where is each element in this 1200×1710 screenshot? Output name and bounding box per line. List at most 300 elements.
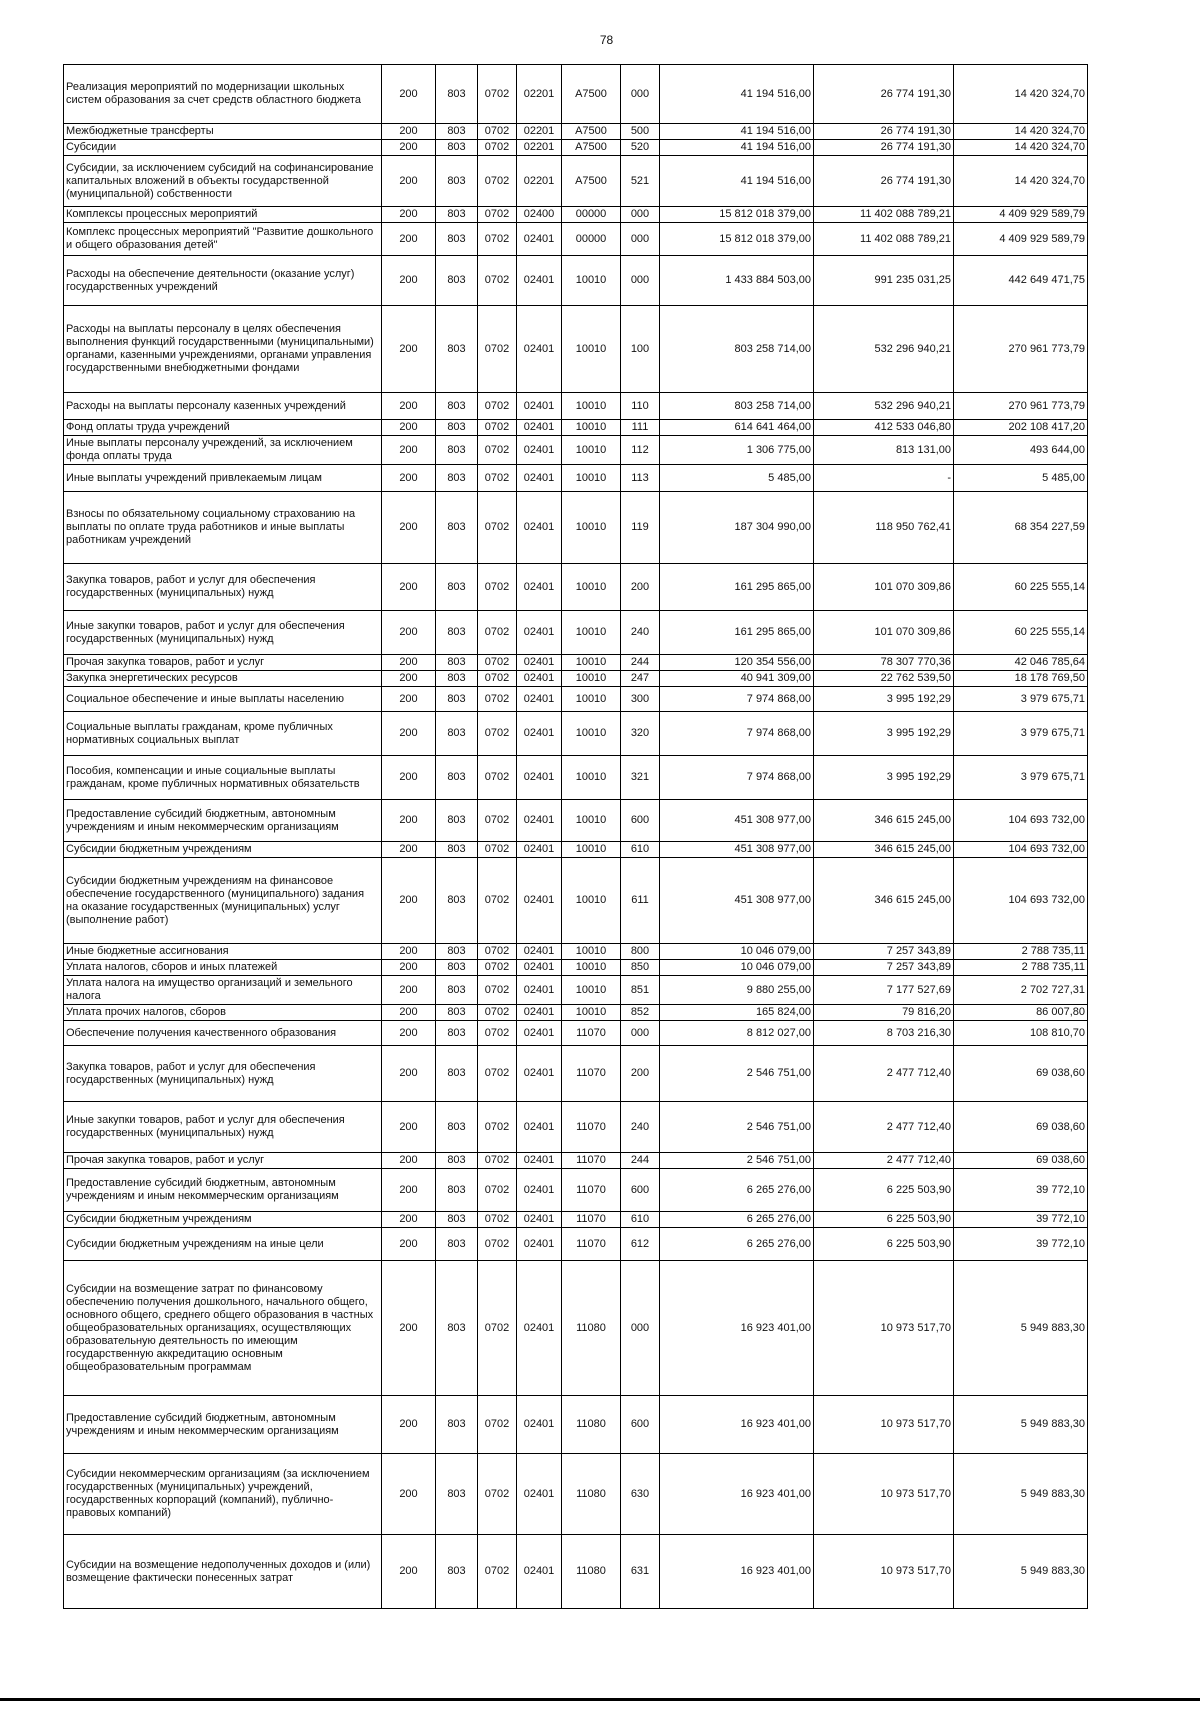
code-cell: 200: [382, 1005, 436, 1021]
code-cell: 00000: [562, 223, 621, 256]
code-cell: 803: [436, 1228, 478, 1261]
code-cell: 02401: [517, 492, 562, 564]
row-name-cell: Иные закупки товаров, работ и услуг для обеспечения государственных (муниципальных) нужд: [64, 1102, 382, 1153]
amount-cell: 5 949 883,30: [954, 1261, 1088, 1396]
code-cell: 02201: [517, 156, 562, 207]
code-cell: 803: [436, 1396, 478, 1454]
code-cell: 803: [436, 1169, 478, 1212]
code-cell: 200: [382, 756, 436, 800]
code-cell: 0702: [478, 564, 517, 611]
amount-cell: 15 812 018 379,00: [660, 223, 814, 256]
code-cell: 02201: [517, 65, 562, 124]
code-cell: 200: [382, 465, 436, 492]
row-name-cell: Субсидии, за исключением субсидий на софинансирование капитальных вложений в объекты государственной (муниципальной) собственности: [64, 156, 382, 207]
code-cell: 200: [382, 1102, 436, 1153]
code-cell: 521: [621, 156, 660, 207]
amount-cell: 41 194 516,00: [660, 124, 814, 140]
code-cell: 10010: [562, 756, 621, 800]
amount-cell: 26 774 191,30: [814, 124, 954, 140]
code-cell: 10010: [562, 611, 621, 655]
amount-cell: 101 070 309,86: [814, 564, 954, 611]
code-cell: 11070: [562, 1102, 621, 1153]
code-cell: А7500: [562, 65, 621, 124]
amount-cell: 11 402 088 789,21: [814, 223, 954, 256]
code-cell: 200: [382, 492, 436, 564]
amount-cell: 10 973 517,70: [814, 1454, 954, 1535]
amount-cell: 14 420 324,70: [954, 140, 1088, 156]
code-cell: 00000: [562, 207, 621, 223]
code-cell: 200: [382, 800, 436, 842]
code-cell: 0702: [478, 393, 517, 420]
code-cell: 803: [436, 1212, 478, 1228]
row-name-cell: Обеспечение получения качественного образования: [64, 1021, 382, 1046]
code-cell: 240: [621, 1102, 660, 1153]
code-cell: 02401: [517, 1535, 562, 1609]
code-cell: 10010: [562, 712, 621, 756]
code-cell: 852: [621, 1005, 660, 1021]
amount-cell: 2 788 735,11: [954, 944, 1088, 960]
code-cell: 631: [621, 1535, 660, 1609]
code-cell: 803: [436, 207, 478, 223]
budget-table: [63, 64, 1088, 1609]
code-cell: 200: [382, 712, 436, 756]
code-cell: 803: [436, 1153, 478, 1169]
code-cell: 0702: [478, 687, 517, 712]
code-cell: 10010: [562, 306, 621, 393]
amount-cell: 8 812 027,00: [660, 1021, 814, 1046]
amount-cell: 451 308 977,00: [660, 800, 814, 842]
code-cell: 0702: [478, 436, 517, 465]
code-cell: 200: [382, 944, 436, 960]
code-cell: 240: [621, 611, 660, 655]
amount-cell: 69 038,60: [954, 1046, 1088, 1102]
code-cell: 02401: [517, 420, 562, 436]
table-row: [64, 611, 1088, 655]
amount-cell: 3 995 192,29: [814, 687, 954, 712]
amount-cell: 26 774 191,30: [814, 140, 954, 156]
code-cell: 11070: [562, 1021, 621, 1046]
code-cell: 10010: [562, 944, 621, 960]
code-cell: 610: [621, 1212, 660, 1228]
code-cell: 10010: [562, 687, 621, 712]
table-row: [64, 687, 1088, 712]
code-cell: 803: [436, 976, 478, 1005]
amount-cell: 6 225 503,90: [814, 1212, 954, 1228]
code-cell: 803: [436, 960, 478, 976]
code-cell: 0702: [478, 140, 517, 156]
table-row: [64, 223, 1088, 256]
code-cell: 200: [382, 858, 436, 944]
code-cell: 000: [621, 65, 660, 124]
code-cell: 803: [436, 1046, 478, 1102]
code-cell: 02401: [517, 671, 562, 687]
amount-cell: 7 257 343,89: [814, 944, 954, 960]
code-cell: А7500: [562, 140, 621, 156]
code-cell: 803: [436, 156, 478, 207]
code-cell: 200: [621, 564, 660, 611]
code-cell: 0702: [478, 420, 517, 436]
code-cell: 10010: [562, 492, 621, 564]
amount-cell: 42 046 785,64: [954, 655, 1088, 671]
table-row: [64, 944, 1088, 960]
code-cell: 02401: [517, 944, 562, 960]
row-name-cell: Субсидии на возмещение затрат по финансовому обеспечению получения дошкольного, начального общего, основного общего, среднего общего образования в частных общеобразовательных организациях, осуществляющих образовательную деятельность по имеющим государственную аккредитацию основным общеобразовательным программам: [64, 1261, 382, 1396]
amount-cell: 532 296 940,21: [814, 306, 954, 393]
amount-cell: 22 762 539,50: [814, 671, 954, 687]
code-cell: 851: [621, 976, 660, 1005]
code-cell: 200: [382, 842, 436, 858]
amount-cell: 108 810,70: [954, 1021, 1088, 1046]
code-cell: 200: [382, 611, 436, 655]
code-cell: 02401: [517, 655, 562, 671]
code-cell: 610: [621, 842, 660, 858]
amount-cell: 69 038,60: [954, 1153, 1088, 1169]
table-row: [64, 1169, 1088, 1212]
code-cell: 200: [621, 1046, 660, 1102]
table-row: [64, 465, 1088, 492]
amount-cell: 3 995 192,29: [814, 756, 954, 800]
code-cell: А7500: [562, 156, 621, 207]
amount-cell: 60 225 555,14: [954, 564, 1088, 611]
amount-cell: 2 477 712,40: [814, 1153, 954, 1169]
code-cell: 803: [436, 842, 478, 858]
code-cell: 0702: [478, 842, 517, 858]
amount-cell: 803 258 714,00: [660, 306, 814, 393]
code-cell: 02401: [517, 393, 562, 420]
row-name-cell: Закупка энергетических ресурсов: [64, 671, 382, 687]
code-cell: 11070: [562, 1046, 621, 1102]
table-row: [64, 1005, 1088, 1021]
code-cell: 10010: [562, 842, 621, 858]
row-name-cell: Прочая закупка товаров, работ и услуг: [64, 655, 382, 671]
row-name-cell: Социальное обеспечение и иные выплаты населению: [64, 687, 382, 712]
amount-cell: 16 923 401,00: [660, 1454, 814, 1535]
code-cell: 10010: [562, 420, 621, 436]
code-cell: 0702: [478, 1228, 517, 1261]
code-cell: 200: [382, 671, 436, 687]
amount-cell: 18 178 769,50: [954, 671, 1088, 687]
code-cell: 200: [382, 420, 436, 436]
amount-cell: 493 644,00: [954, 436, 1088, 465]
table-row: [64, 1102, 1088, 1153]
row-name-cell: Реализация мероприятий по модернизации школьных систем образования за счет средств областного бюджета: [64, 65, 382, 124]
table-row: [64, 256, 1088, 306]
row-name-cell: Закупка товаров, работ и услуг для обеспечения государственных (муниципальных) нужд: [64, 564, 382, 611]
code-cell: 200: [382, 1396, 436, 1454]
code-cell: 02201: [517, 124, 562, 140]
code-cell: 803: [436, 1102, 478, 1153]
code-cell: 10010: [562, 960, 621, 976]
table-row: [64, 207, 1088, 223]
table-row: [64, 124, 1088, 140]
code-cell: 11070: [562, 1169, 621, 1212]
code-cell: 200: [382, 436, 436, 465]
amount-cell: 7 974 868,00: [660, 712, 814, 756]
code-cell: 803: [436, 436, 478, 465]
row-name-cell: Уплата налога на имущество организаций и земельного налога: [64, 976, 382, 1005]
code-cell: 02401: [517, 223, 562, 256]
code-cell: 02401: [517, 564, 562, 611]
code-cell: 02401: [517, 976, 562, 1005]
amount-cell: 10 973 517,70: [814, 1535, 954, 1609]
page-bottom-rule: [0, 1698, 1200, 1701]
row-name-cell: Комплексы процессных мероприятий: [64, 207, 382, 223]
table-row: [64, 306, 1088, 393]
code-cell: 02401: [517, 858, 562, 944]
amount-cell: 5 949 883,30: [954, 1396, 1088, 1454]
amount-cell: -: [814, 465, 954, 492]
amount-cell: 2 702 727,31: [954, 976, 1088, 1005]
amount-cell: 10 973 517,70: [814, 1261, 954, 1396]
code-cell: 0702: [478, 858, 517, 944]
code-cell: 11080: [562, 1261, 621, 1396]
table-row: [64, 564, 1088, 611]
amount-cell: 6 265 276,00: [660, 1212, 814, 1228]
code-cell: 0702: [478, 1102, 517, 1153]
amount-cell: 202 108 417,20: [954, 420, 1088, 436]
code-cell: 02401: [517, 712, 562, 756]
code-cell: 803: [436, 124, 478, 140]
code-cell: 520: [621, 140, 660, 156]
code-cell: 200: [382, 1046, 436, 1102]
amount-cell: 14 420 324,70: [954, 65, 1088, 124]
code-cell: 244: [621, 655, 660, 671]
amount-cell: 270 961 773,79: [954, 306, 1088, 393]
code-cell: 600: [621, 1396, 660, 1454]
code-cell: А7500: [562, 124, 621, 140]
row-name-cell: Иные выплаты учреждений привлекаемым лицам: [64, 465, 382, 492]
code-cell: 112: [621, 436, 660, 465]
row-name-cell: Субсидии: [64, 140, 382, 156]
code-cell: 803: [436, 655, 478, 671]
amount-cell: 26 774 191,30: [814, 156, 954, 207]
amount-cell: 991 235 031,25: [814, 256, 954, 306]
amount-cell: 8 703 216,30: [814, 1021, 954, 1046]
code-cell: 803: [436, 256, 478, 306]
code-cell: 200: [382, 564, 436, 611]
code-cell: 803: [436, 65, 478, 124]
code-cell: 200: [382, 1454, 436, 1535]
amount-cell: 532 296 940,21: [814, 393, 954, 420]
code-cell: 0702: [478, 712, 517, 756]
code-cell: 200: [382, 256, 436, 306]
row-name-cell: Фонд оплаты труда учреждений: [64, 420, 382, 436]
amount-cell: 412 533 046,80: [814, 420, 954, 436]
amount-cell: 10 046 079,00: [660, 960, 814, 976]
code-cell: 0702: [478, 756, 517, 800]
table-row: [64, 1454, 1088, 1535]
amount-cell: 4 409 929 589,79: [954, 223, 1088, 256]
code-cell: 0702: [478, 223, 517, 256]
table-row: [64, 671, 1088, 687]
amount-cell: 40 941 309,00: [660, 671, 814, 687]
row-name-cell: Закупка товаров, работ и услуг для обеспечения государственных (муниципальных) нужд: [64, 1046, 382, 1102]
code-cell: 803: [436, 223, 478, 256]
code-cell: 10010: [562, 465, 621, 492]
table-row: [64, 1535, 1088, 1609]
code-cell: 0702: [478, 306, 517, 393]
code-cell: 0702: [478, 800, 517, 842]
code-cell: 200: [382, 140, 436, 156]
code-cell: 200: [382, 960, 436, 976]
amount-cell: 803 258 714,00: [660, 393, 814, 420]
code-cell: 0702: [478, 65, 517, 124]
amount-cell: 41 194 516,00: [660, 156, 814, 207]
code-cell: 321: [621, 756, 660, 800]
table-row: [64, 800, 1088, 842]
amount-cell: 10 046 079,00: [660, 944, 814, 960]
code-cell: 200: [382, 1261, 436, 1396]
code-cell: 02401: [517, 842, 562, 858]
code-cell: 10010: [562, 1005, 621, 1021]
code-cell: 0702: [478, 1261, 517, 1396]
table-row: [64, 1046, 1088, 1102]
table-row: [64, 1261, 1088, 1396]
table-row: [64, 65, 1088, 124]
amount-cell: 118 950 762,41: [814, 492, 954, 564]
code-cell: 11080: [562, 1396, 621, 1454]
code-cell: 02401: [517, 1169, 562, 1212]
amount-cell: 104 693 732,00: [954, 842, 1088, 858]
code-cell: 200: [382, 207, 436, 223]
code-cell: 02401: [517, 1228, 562, 1261]
code-cell: 02401: [517, 306, 562, 393]
amount-cell: 26 774 191,30: [814, 65, 954, 124]
code-cell: 803: [436, 800, 478, 842]
row-name-cell: Субсидии бюджетным учреждениям на финансовое обеспечение государственного (муниципального) задания на оказание государственных (муниципальных) услуг (выполнение работ): [64, 858, 382, 944]
amount-cell: 41 194 516,00: [660, 65, 814, 124]
code-cell: 02401: [517, 800, 562, 842]
row-name-cell: Уплата прочих налогов, сборов: [64, 1005, 382, 1021]
row-name-cell: Расходы на выплаты персоналу в целях обеспечения выполнения функций государственными (муниципальными) органами, казенными учреждениями, органами управления государственными внебюджетными фондами: [64, 306, 382, 393]
code-cell: 200: [382, 156, 436, 207]
code-cell: 0702: [478, 465, 517, 492]
code-cell: 630: [621, 1454, 660, 1535]
code-cell: 200: [382, 1212, 436, 1228]
code-cell: 02401: [517, 960, 562, 976]
amount-cell: 346 615 245,00: [814, 800, 954, 842]
row-name-cell: Иные закупки товаров, работ и услуг для обеспечения государственных (муниципальных) нужд: [64, 611, 382, 655]
amount-cell: 16 923 401,00: [660, 1396, 814, 1454]
code-cell: 000: [621, 1261, 660, 1396]
amount-cell: 3 995 192,29: [814, 712, 954, 756]
code-cell: 200: [382, 655, 436, 671]
code-cell: 200: [382, 1228, 436, 1261]
code-cell: 247: [621, 671, 660, 687]
amount-cell: 16 923 401,00: [660, 1261, 814, 1396]
row-name-cell: Расходы на выплаты персоналу казенных учреждений: [64, 393, 382, 420]
amount-cell: 10 973 517,70: [814, 1396, 954, 1454]
code-cell: 803: [436, 1005, 478, 1021]
page-number: 78: [599, 33, 614, 47]
amount-cell: 161 295 865,00: [660, 611, 814, 655]
amount-cell: 451 308 977,00: [660, 842, 814, 858]
amount-cell: 9 880 255,00: [660, 976, 814, 1005]
row-name-cell: Субсидии некоммерческим организациям (за исключением государственных (муниципальных) учреждений, государственных корпораций (компаний), публично-правовых компаний): [64, 1454, 382, 1535]
table-row: [64, 1021, 1088, 1046]
code-cell: 0702: [478, 671, 517, 687]
code-cell: 0702: [478, 1169, 517, 1212]
amount-cell: 5 949 883,30: [954, 1535, 1088, 1609]
table-row: [64, 393, 1088, 420]
code-cell: 110: [621, 393, 660, 420]
amount-cell: 2 788 735,11: [954, 960, 1088, 976]
row-name-cell: Социальные выплаты гражданам, кроме публичных нормативных социальных выплат: [64, 712, 382, 756]
code-cell: 200: [382, 1169, 436, 1212]
code-cell: 0702: [478, 1021, 517, 1046]
code-cell: 10010: [562, 256, 621, 306]
code-cell: 800: [621, 944, 660, 960]
row-name-cell: Комплекс процессных мероприятий "Развитие дошкольного и общего образования детей": [64, 223, 382, 256]
code-cell: 0702: [478, 492, 517, 564]
amount-cell: 451 308 977,00: [660, 858, 814, 944]
code-cell: 02401: [517, 1005, 562, 1021]
code-cell: 0702: [478, 960, 517, 976]
code-cell: 200: [382, 687, 436, 712]
code-cell: 10010: [562, 976, 621, 1005]
code-cell: 803: [436, 1021, 478, 1046]
row-name-cell: Расходы на обеспечение деятельности (оказание услуг) государственных учреждений: [64, 256, 382, 306]
code-cell: 0702: [478, 124, 517, 140]
code-cell: 000: [621, 1021, 660, 1046]
table-row: [64, 712, 1088, 756]
code-cell: 600: [621, 800, 660, 842]
code-cell: 119: [621, 492, 660, 564]
amount-cell: 78 307 770,36: [814, 655, 954, 671]
amount-cell: 6 265 276,00: [660, 1228, 814, 1261]
amount-cell: 6 225 503,90: [814, 1169, 954, 1212]
code-cell: 803: [436, 306, 478, 393]
table-row: [64, 436, 1088, 465]
code-cell: 200: [382, 1535, 436, 1609]
code-cell: 10010: [562, 393, 621, 420]
code-cell: 0702: [478, 1535, 517, 1609]
amount-cell: 120 354 556,00: [660, 655, 814, 671]
amount-cell: 2 477 712,40: [814, 1102, 954, 1153]
row-name-cell: Пособия, компенсации и иные социальные выплаты гражданам, кроме публичных нормативных обязательств: [64, 756, 382, 800]
table-row: [64, 1212, 1088, 1228]
amount-cell: 2 546 751,00: [660, 1046, 814, 1102]
amount-cell: 346 615 245,00: [814, 858, 954, 944]
amount-cell: 39 772,10: [954, 1228, 1088, 1261]
amount-cell: 346 615 245,00: [814, 842, 954, 858]
amount-cell: 2 546 751,00: [660, 1153, 814, 1169]
code-cell: 11080: [562, 1454, 621, 1535]
amount-cell: 3 979 675,71: [954, 712, 1088, 756]
code-cell: 803: [436, 465, 478, 492]
code-cell: 850: [621, 960, 660, 976]
code-cell: 02401: [517, 1396, 562, 1454]
row-name-cell: Субсидии бюджетным учреждениям: [64, 1212, 382, 1228]
code-cell: 02401: [517, 756, 562, 800]
amount-cell: 270 961 773,79: [954, 393, 1088, 420]
amount-cell: 15 812 018 379,00: [660, 207, 814, 223]
amount-cell: 5 949 883,30: [954, 1454, 1088, 1535]
code-cell: 0702: [478, 611, 517, 655]
code-cell: 200: [382, 306, 436, 393]
table-row: [64, 492, 1088, 564]
code-cell: 803: [436, 611, 478, 655]
code-cell: 200: [382, 393, 436, 420]
table-row: [64, 1228, 1088, 1261]
amount-cell: 165 824,00: [660, 1005, 814, 1021]
code-cell: 803: [436, 393, 478, 420]
amount-cell: 69 038,60: [954, 1102, 1088, 1153]
code-cell: 02401: [517, 1153, 562, 1169]
code-cell: 02401: [517, 1261, 562, 1396]
code-cell: 244: [621, 1153, 660, 1169]
code-cell: 10010: [562, 800, 621, 842]
